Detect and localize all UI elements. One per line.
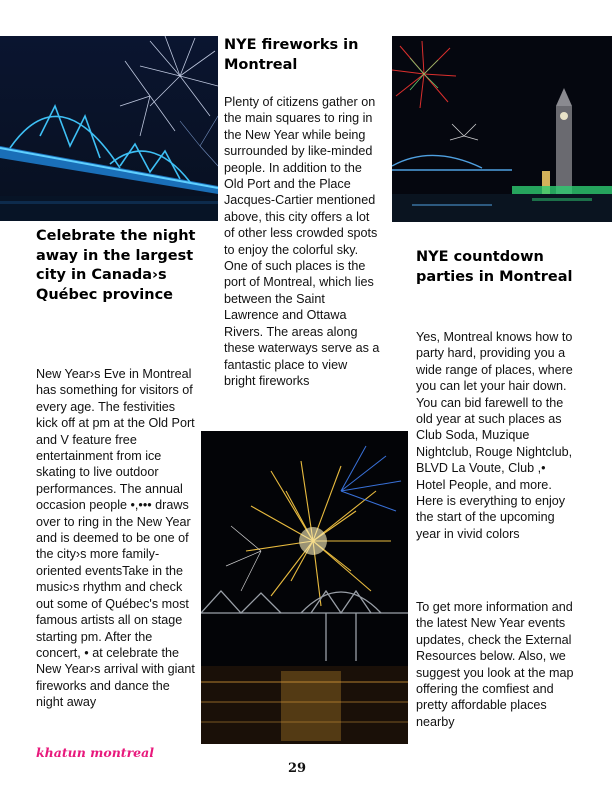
article-heading-fireworks: NYE fireworks in Montreal	[224, 37, 359, 73]
footer-brand: khatun montreal	[36, 745, 154, 760]
article-heading-countdown: NYE countdown parties in Montreal	[416, 249, 573, 285]
article-body-countdown-1: Yes, Montreal knows how to party hard, providing you a wide range of places, where you can let your hair down. You can bid farewell to the old year at such places as Club Soda, Muzique Nightclub, Rouge Nightclub, BLVD La Voute, Club ,• Hotel People, and more. Here is everything to enjoy the start of the upcoming year in vivid colors	[416, 330, 573, 541]
article-body-countdown-2: To get more information and the latest New Year events updates, check the External Resources below. Also, we suggest you look at the map offering the comfiest and pretty affordable places nearby	[416, 600, 574, 729]
article-heading-celebrate: Celebrate the night away in the largest city in Canada›s Québec province	[36, 228, 196, 303]
page-number: 29	[288, 761, 307, 776]
article-body-fireworks: Plenty of citizens gather on the main squares to ring in the New Year while being surrounded by like-minded people. In addition to the Old Port and the Place Jacques-Cartier mentioned above, this city offers a lot of other less crowded spots to enjoy the colorful sky. One of such places is the port of Montreal, which lies between the Saint Lawrence and Ottawa Rivers. The areas along these waterways serve as a fantastic place to view bright fireworks	[224, 95, 380, 388]
photo-gold-fireworks-bridge	[201, 431, 408, 744]
photo-bridge-blue-lights	[0, 36, 218, 221]
article-body-celebrate: New Year›s Eve in Montreal has something for visitors of every age. The festivities kick off at pm at the Old Port and V feature free entertainment from ice skating to live outdoor performances. The annual occasion people •,••• draws over to ring in the New Year and is deemed to be one of the city›s more family-oriented eventsTake in the music›s rhythm and check out some of Québec's most famous artists all on stage starting pm. After the concert, • at celebrate the New Year›s arrival with giant fireworks and dance the night away	[36, 367, 195, 710]
photo-clock-tower-fireworks	[392, 36, 612, 222]
